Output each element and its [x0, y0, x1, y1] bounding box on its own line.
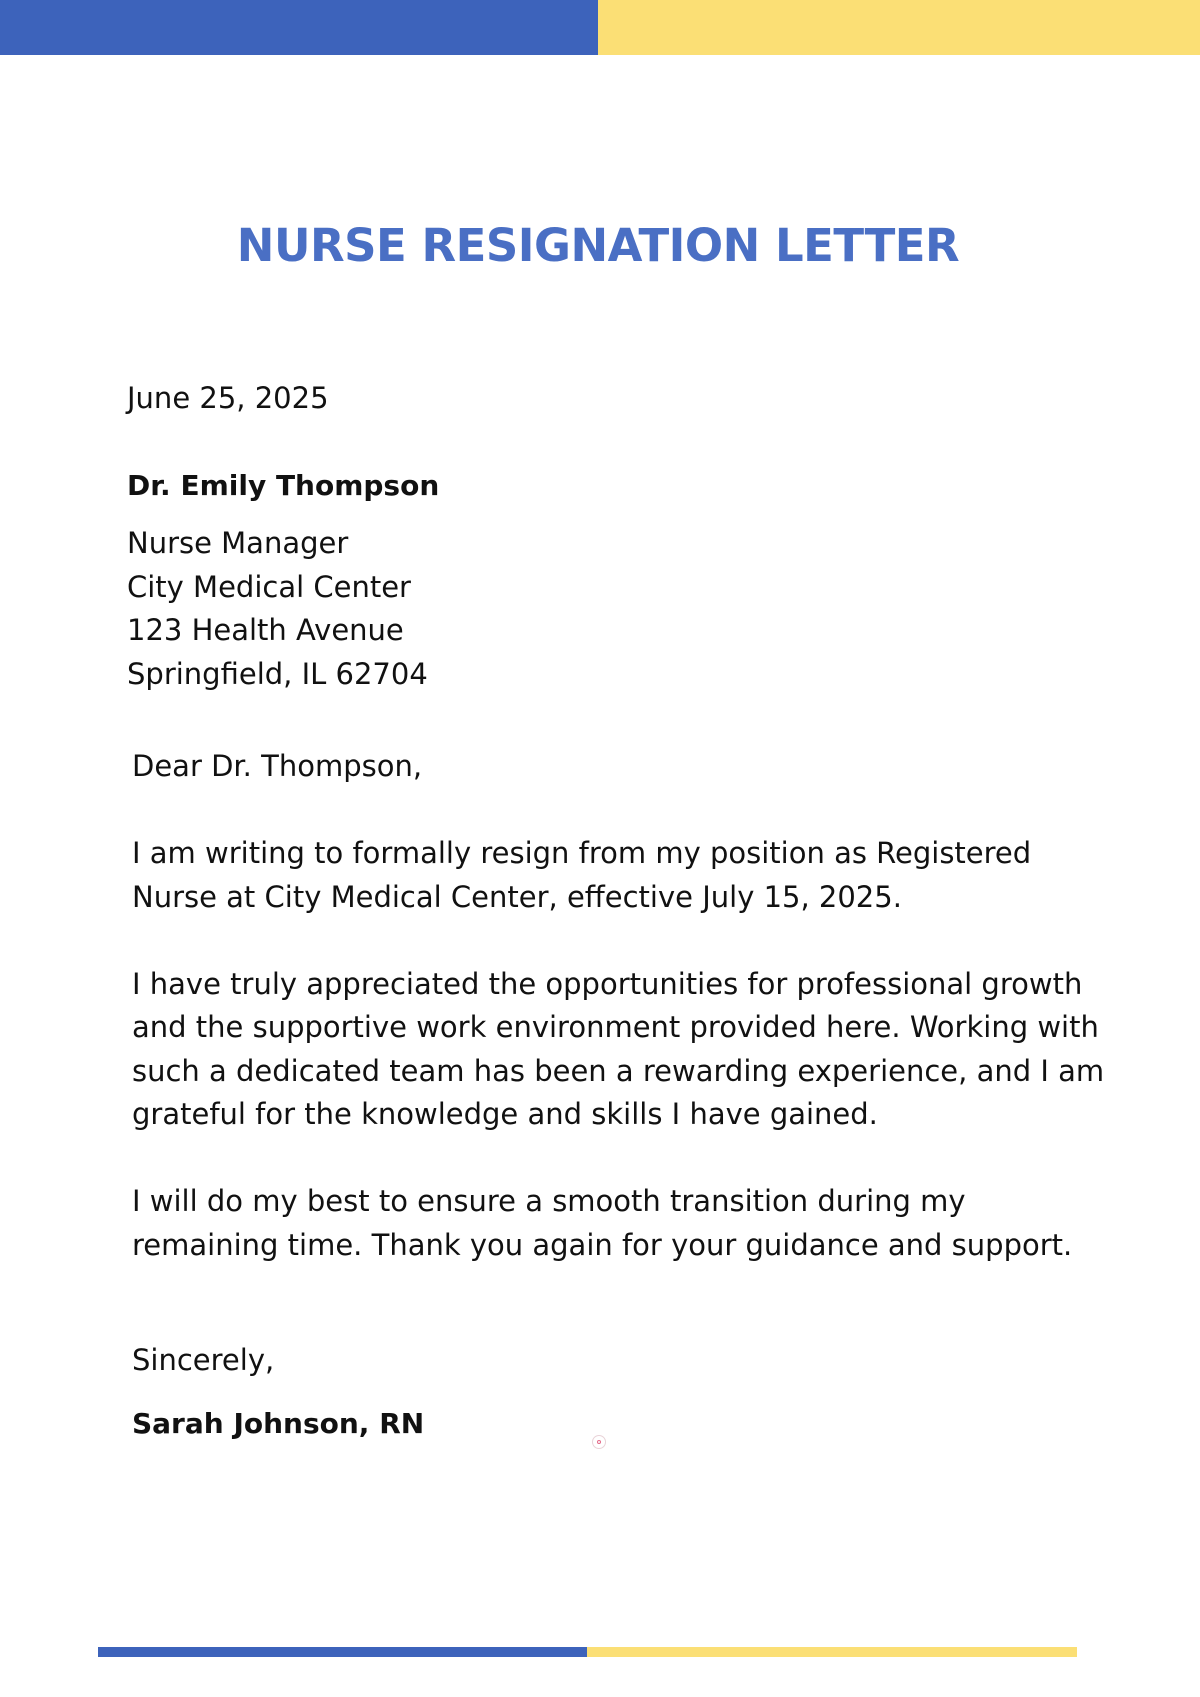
recipient-city: Springfield, IL 62704 [127, 656, 428, 691]
bottom-accent-bar-blue [98, 1647, 587, 1657]
body-paragraph-2: I have truly appreciated the opportunities for professional growth and the supportive work environment provided here. Working with such a dedicated team has been a rewarding experience, and I am grateful for the knowledge and skills I have gained. [132, 966, 1105, 1131]
recipient-street: 123 Health Avenue [127, 613, 404, 647]
recipient-title: Nurse Manager [127, 526, 349, 560]
recipient-block [127, 468, 439, 696]
cursor-indicator-icon [592, 1435, 606, 1449]
recipient-organization: City Medical Center [127, 569, 411, 604]
bottom-accent-bar-yellow [587, 1647, 1077, 1657]
salutation: Dear Dr. Thompson, [132, 749, 423, 783]
closing: Sincerely, [132, 1343, 275, 1377]
letter-title: NURSE RESIGNATION LETTER [236, 219, 960, 272]
body-paragraph-3: I will do my best to ensure a smooth transition during my remaining time. Thank you again for your guidance and support. [132, 1184, 1073, 1262]
recipient-name: Dr. Emily Thompson [127, 469, 440, 502]
body-paragraph-1: I am writing to formally resign from my position as Registered Nurse at City Medical Center, effective July 15, 2025. [132, 836, 1032, 914]
letter-body [132, 745, 1112, 1311]
top-accent-bar-yellow [598, 0, 1200, 55]
signature: Sarah Johnson, RN [132, 1407, 425, 1440]
letter-date: June 25, 2025 [127, 381, 329, 415]
top-accent-bar-blue [0, 0, 598, 55]
